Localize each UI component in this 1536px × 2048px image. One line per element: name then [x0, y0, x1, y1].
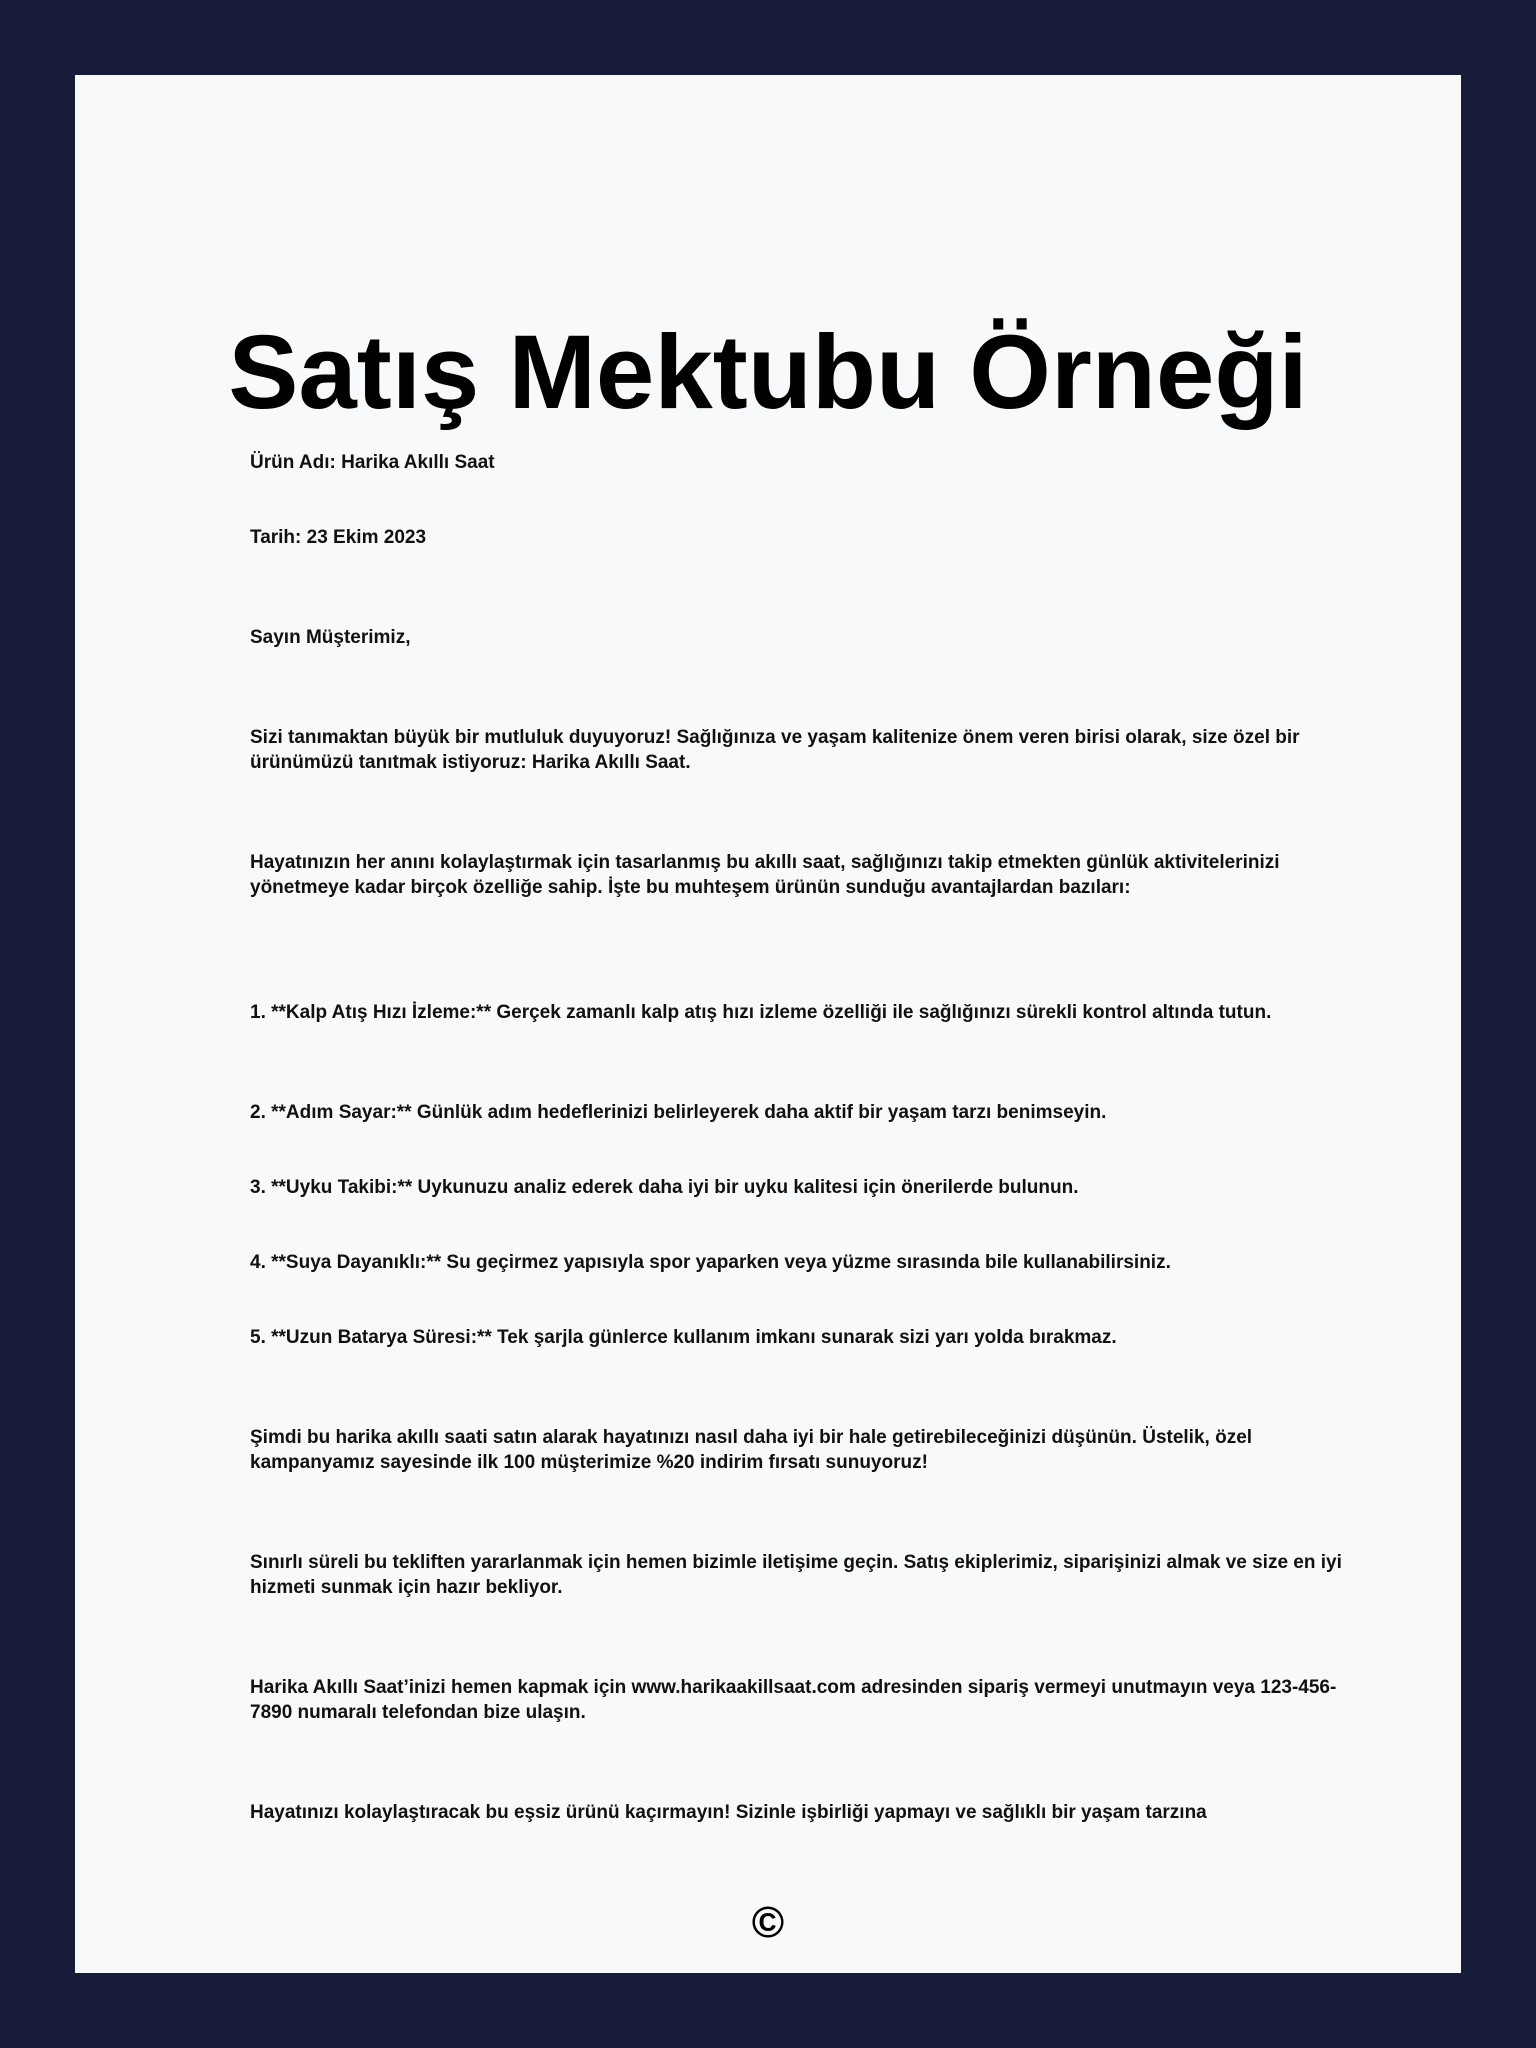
feature-item-sleep-tracking: 3. **Uyku Takibi:** Uykunuzu analiz ederek daha iyi bir uyku kalitesi için önerilerde bulunun. [250, 1177, 1079, 1198]
offer-paragraph: Şimdi bu harika akıllı saati satın alarak hayatınızı nasıl daha iyi bir hale getirebileceğinizi düşünün. Üstelik, özel kampanyamız sayesinde ilk 100 müşterimize %20 indirim fırsatı sunuyoruz! [250, 1427, 1253, 1473]
product-name-line: Ürün Adı: Harika Akıllı Saat [250, 452, 495, 473]
date-line: Tarih: 23 Ekim 2023 [250, 527, 427, 548]
document-title: Satış Mektubu Örneği [228, 314, 1308, 431]
intro-paragraph: Sizi tanımaktan büyük bir mutluluk duyuyoruz! Sağlığınıza ve yaşam kalitenize önem veren birisi olarak, size özel bir ürünümüzü tanıtmak istiyoruz: Harika Akıllı Saat. [250, 727, 1300, 773]
document-page [75, 75, 1461, 1973]
feature-item-battery-life: 5. **Uzun Batarya Süresi:** Tek şarjla günlerce kullanım imkanı sunarak sizi yarı yolda bırakmaz. [250, 1327, 1117, 1348]
feature-item-heart-rate: 1. **Kalp Atış Hızı İzleme:** Gerçek zamanlı kalp atış hızı izleme özelliği ile sağlığınızı sürekli kontrol altında tutun. [250, 1002, 1272, 1023]
closing-paragraph: Hayatınızı kolaylaştıracak bu eşsiz ürünü kaçırmayın! Sizinle işbirliği yapmayı ve sağlıklı bir yaşam tarzına [250, 1802, 1207, 1823]
contact-paragraph: Harika Akıllı Saat’inizi hemen kapmak için www.harikaakillsaat.com adresinden sipariş vermeyi unutmayın veya 123-456-7890 numaralı telefondan bize ulaşın. [250, 1677, 1337, 1723]
call-to-action-paragraph: Sınırlı süreli bu tekliften yararlanmak için hemen bizimle iletişime geçin. Satış ekiplerimiz, siparişinizi almak ve size en iyi hizmeti sunmak için hazır bekliyor. [250, 1552, 1342, 1598]
feature-item-step-counter: 2. **Adım Sayar:** Günlük adım hedeflerinizi belirleyerek daha aktif bir yaşam tarzı benimseyin. [250, 1102, 1107, 1123]
feature-item-water-resistant: 4. **Suya Dayanıklı:** Su geçirmez yapısıyla spor yaparken veya yüzme sırasında bile kullanabilirsiniz. [250, 1252, 1171, 1273]
greeting: Sayın Müşterimiz, [250, 627, 411, 648]
features-intro-paragraph: Hayatınızın her anını kolaylaştırmak için tasarlanmış bu akıllı saat, sağlığınızı takip etmekten günlük aktivitelerinizi yönetmeye kadar birçok özelliğe sahip. İşte bu muhteşem ürünün sunduğu avantajlardan bazıları: [250, 852, 1280, 898]
copyright-icon: © [751, 1898, 785, 1947]
